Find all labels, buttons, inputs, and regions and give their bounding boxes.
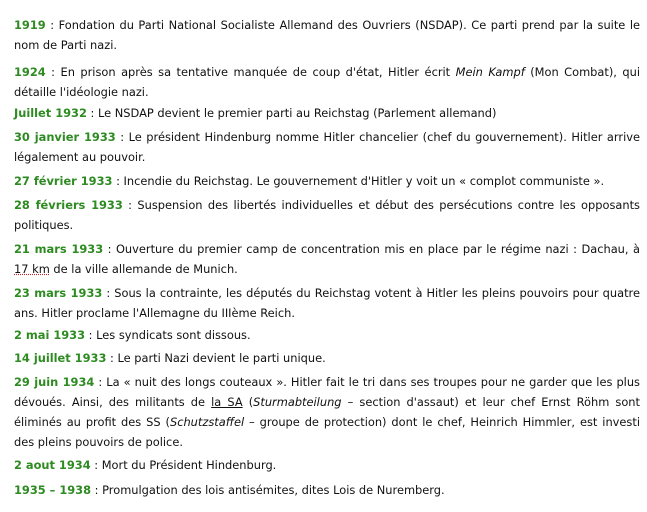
entry-text: : En prison après sa tentative manquée de coup d'état, Hitler écrit	[45, 65, 456, 79]
entry-date: 21 mars 1933	[14, 242, 104, 256]
timeline-entry-21-mars-1933	[14, 239, 640, 279]
timeline-entry-27-fevrier-1933	[14, 171, 640, 191]
timeline-entry-juillet-1932	[14, 103, 640, 123]
timeline-entry-2-mai-1933	[14, 325, 640, 345]
distance-value: 17 km	[14, 262, 50, 276]
entry-text: : Promulgation des lois antisémites, dites Lois de Nuremberg.	[91, 483, 445, 497]
timeline-entry-2-aout-1934	[14, 455, 640, 475]
entry-text: : Fondation du Parti National Socialiste Allemand des Ouvriers (NSDAP). Ce parti prend par la suite le nom de Parti nazi.	[14, 18, 640, 52]
entry-date: 28 févriers 1933	[14, 198, 123, 212]
entry-text: – groupe de protection) dont le chef, Heinrich Himmler, est investi des pleins pouvoirs de police.	[14, 415, 640, 449]
entry-text: : Le parti Nazi devient le parti unique.	[106, 351, 326, 365]
entry-date: 1919	[14, 18, 46, 32]
timeline-entry-1935-1938	[14, 480, 640, 500]
entry-date: 30 janvier 1933	[14, 130, 116, 144]
book-title: Mein Kampf	[455, 65, 525, 79]
entry-date: 14 juillet 1933	[14, 351, 107, 365]
entry-date: Juillet 1932	[14, 106, 87, 120]
timeline-entry-30-janvier-1933	[14, 127, 640, 167]
entry-date: 23 mars 1933	[14, 286, 103, 300]
entry-date: 1935 – 1938	[14, 483, 92, 497]
entry-date: 2 aout 1934	[14, 458, 91, 472]
timeline-entry-1919	[14, 15, 640, 55]
entry-date: 29 juin 1934	[14, 375, 95, 389]
entry-text: (	[242, 395, 254, 409]
term-italic: Schutzstaffel	[169, 415, 245, 429]
entry-text: (Mon Combat), qui détaille l'idéologie nazi.	[14, 65, 641, 99]
entry-date: 1924	[14, 65, 46, 79]
term-italic: Sturmabteilung	[253, 395, 342, 409]
entry-text: : Le NSDAP devient le premier parti au Reichstag (Parlement allemand)	[86, 106, 497, 120]
entry-text: : Incendie du Reichstag. Le gouvernement d'Hitler y voit un « complot communiste ».	[112, 174, 605, 188]
entry-date: 27 février 1933	[14, 174, 113, 188]
timeline-entry-23-mars-1933	[14, 283, 640, 323]
entry-text: : Les syndicats sont dissous.	[85, 328, 251, 342]
entry-text: : Ouverture du premier camp de concentration mis en place par le régime nazi : Dachau, à	[103, 242, 640, 256]
timeline-entry-29-juin-1934	[14, 372, 640, 452]
entry-text: : Sous la contrainte, les députés du Reichstag votent à Hitler les pleins pouvoirs pour quatre ans. Hitler proclame l'Allemagne du IIIème Reich.	[14, 286, 640, 320]
entry-text: de la ville allemande de Munich.	[49, 262, 238, 276]
entry-text: – section d'assaut) et leur chef Ernst Röhm sont éliminés au profit des SS (	[14, 395, 640, 429]
entry-text: : Mort du Président Hindenburg.	[90, 458, 277, 472]
entry-text: : Le président Hindenburg nomme Hitler chancelier (chef du gouvernement). Hitler arrive légalement au pouvoir.	[14, 130, 640, 164]
entry-text: : Suspension des libertés individuelles et début des persécutions contre les opposants politiques.	[14, 198, 640, 232]
sa-link-text: la SA	[211, 395, 243, 409]
timeline-entry-1924	[14, 62, 640, 102]
entry-date: 2 mai 1933	[14, 328, 86, 342]
timeline-entry-14-juillet-1933	[14, 348, 640, 368]
timeline-entry-28-fevriers-1933	[14, 195, 640, 235]
entry-text: : La « nuit des longs couteaux ». Hitler fait le tri dans ses troupes pour ne garder que les plus dévoués. Ainsi, des militants de	[14, 375, 640, 409]
